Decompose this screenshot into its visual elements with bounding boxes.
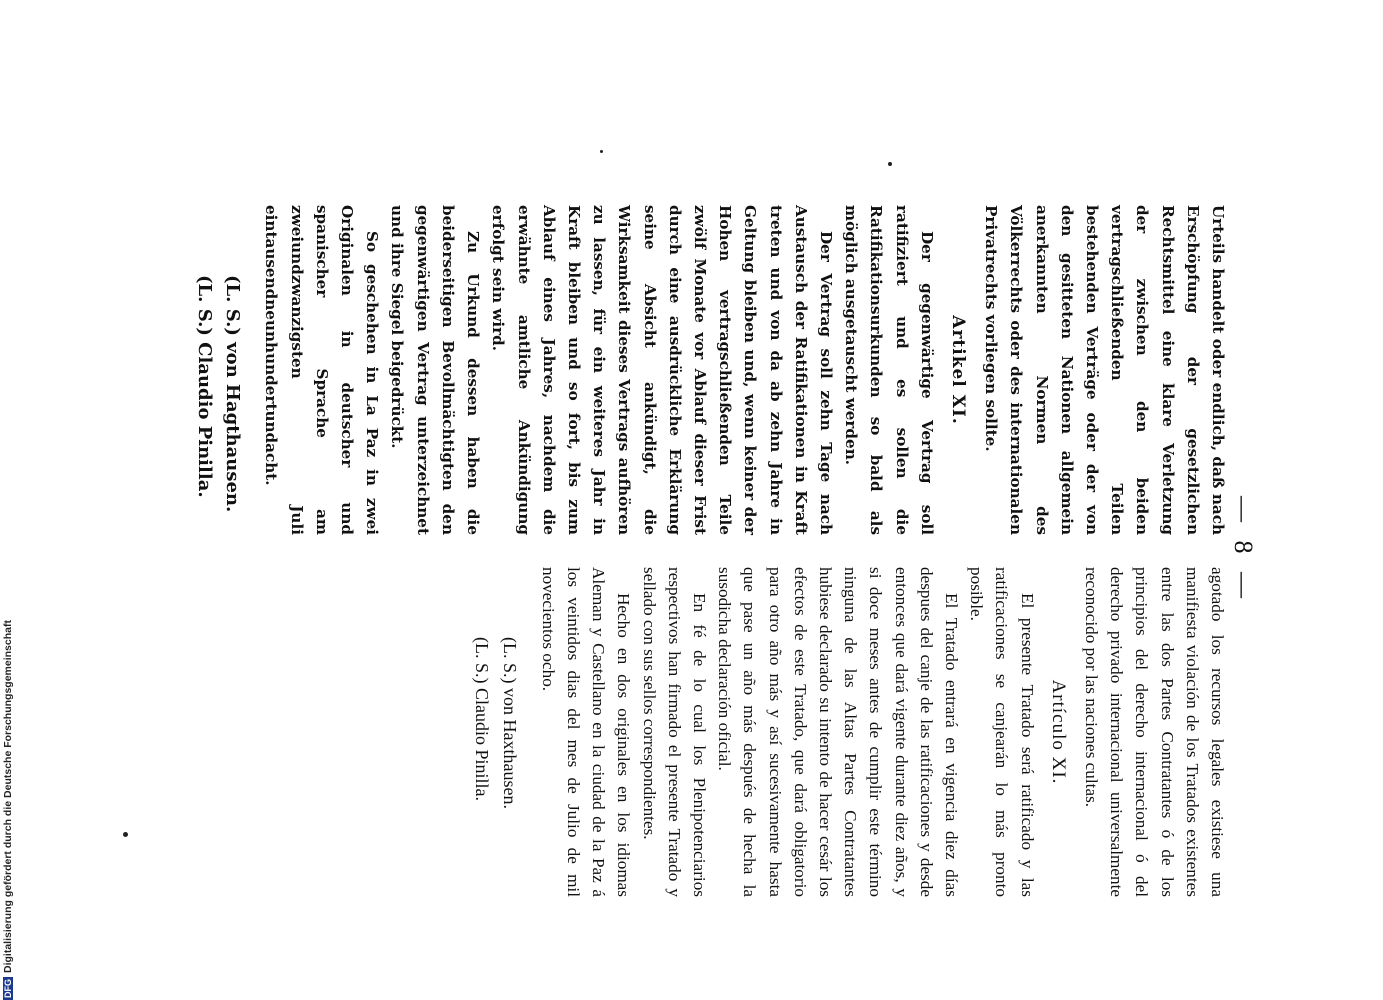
spanish-article-heading: Artículo XI. <box>1047 679 1069 785</box>
dfg-credit-sidebar <box>2 600 16 1000</box>
signature-line: (L. S.) Claudio Pinilla. <box>471 637 492 801</box>
scan-speck <box>600 150 603 153</box>
spanish-paragraph: En fé de lo cual los Plenipotenciarios respectivos han firmado el presente Tratado y sellado con sus sellos correspondientes. <box>639 567 709 897</box>
german-paragraph: Der gegenwärtige Vertrag soll ratifiziert und es sollen die Ratifikationsurkunden so bald als möglich ausgetauscht werden. <box>842 205 936 535</box>
german-paragraph: Urteils handelt oder endlich, daß nach Erschöpfung der gesetzlichen Rechtsmittel eine klare Verletzung der zwischen den beiden vertragschließenden Teilen bestehenden Verträge oder der von den gesitteten Nationen allgemein anerkannten Normen des Völkerrechts oder des internationalen Privatrechts vorliegen sollte. <box>982 205 1227 535</box>
german-signatures <box>190 205 246 535</box>
german-column <box>190 205 1230 535</box>
signature-line: (L. S.) von Haxthausen. <box>499 637 520 809</box>
dfg-logo: DFG <box>3 979 14 998</box>
page-number: — 8 — <box>1229 496 1258 604</box>
german-paragraph: Zu Urkund dessen haben die beiderseitigen Bevollmächtigten den gegenwärtigen Vertrag unterzeichnet und ihre Siegel beigedrückt. <box>388 205 483 535</box>
spanish-paragraph: El Tratado entrará en vigencia diez días despues del canje de las ratificaciones y desde entonces que dará vigente durante diez años, y si doce meses antes de cumplir este término ninguna de las Altas Partes Contratantes hubiese declarado su intento de hacer cesár los efectos de este Tratado, que dará obligatorio para otro año más y así sucesivamente hasta que pase un año más después de hecha la susodicha declaración oficial. <box>715 567 961 897</box>
spanish-column <box>468 567 1230 897</box>
spanish-signatures <box>468 567 524 897</box>
dfg-credit-text: Digitalisierung gefördert durch die Deutsche Forschungsgemeinschaft <box>2 620 14 973</box>
spanish-paragraph: agotado los recursos legales existiese una manifiesta violación de los Tratados existentes entre las dos Partes Contratantes ó de los principios del derecho internacional ó del derecho privado internacional universalmente reconocido por las naciones cultas. <box>1081 567 1227 897</box>
german-paragraph: Der Vertrag soll zehn Tage nach Austausch der Ratifikationen in Kraft treten und von da ab zehn Jahre in Geltung bleiben und, wenn keiner der Hohen vertragschließenden Teile zwölf Monate vor Ablauf dieser Frist durch eine ausdrückliche Erklärung seine Absicht ankündigt, die Wirksamkeit dieses Vertrags aufhören zu lassen, für ein weiteres Jahr in Kraft bleiben und so fort, bis zum Ablauf eines Jahres, nachdem die erwähnte amtliche Ankündigung erfolgt sein wird. <box>489 205 835 535</box>
scan-speck <box>123 832 128 837</box>
spanish-paragraph: Hecho en dos originales en los idiomas Aleman y Castellano en la ciudad de la Paz á los veintidos dias del mes de Julio de mil novecientos ocho. <box>538 567 634 897</box>
german-article-heading: Artikel XI. <box>947 315 968 425</box>
german-paragraph: So geschehen in La Paz in zwei Originalen in deutscher und spanischer Sprache am zweiundzwanzigsten Juli eintausendneunhundertundacht. <box>262 205 382 535</box>
signature-line: (L. S.) Claudio Pinilla. <box>194 275 216 498</box>
signature-line: (L. S.) von Hagthausen. <box>222 275 244 513</box>
spanish-paragraph: El presente Tratado será ratificado y las ratificaciones se canjearán lo más pronto posible. <box>967 567 1037 897</box>
scan-speck <box>888 162 892 166</box>
rotated-page <box>194 205 1258 897</box>
